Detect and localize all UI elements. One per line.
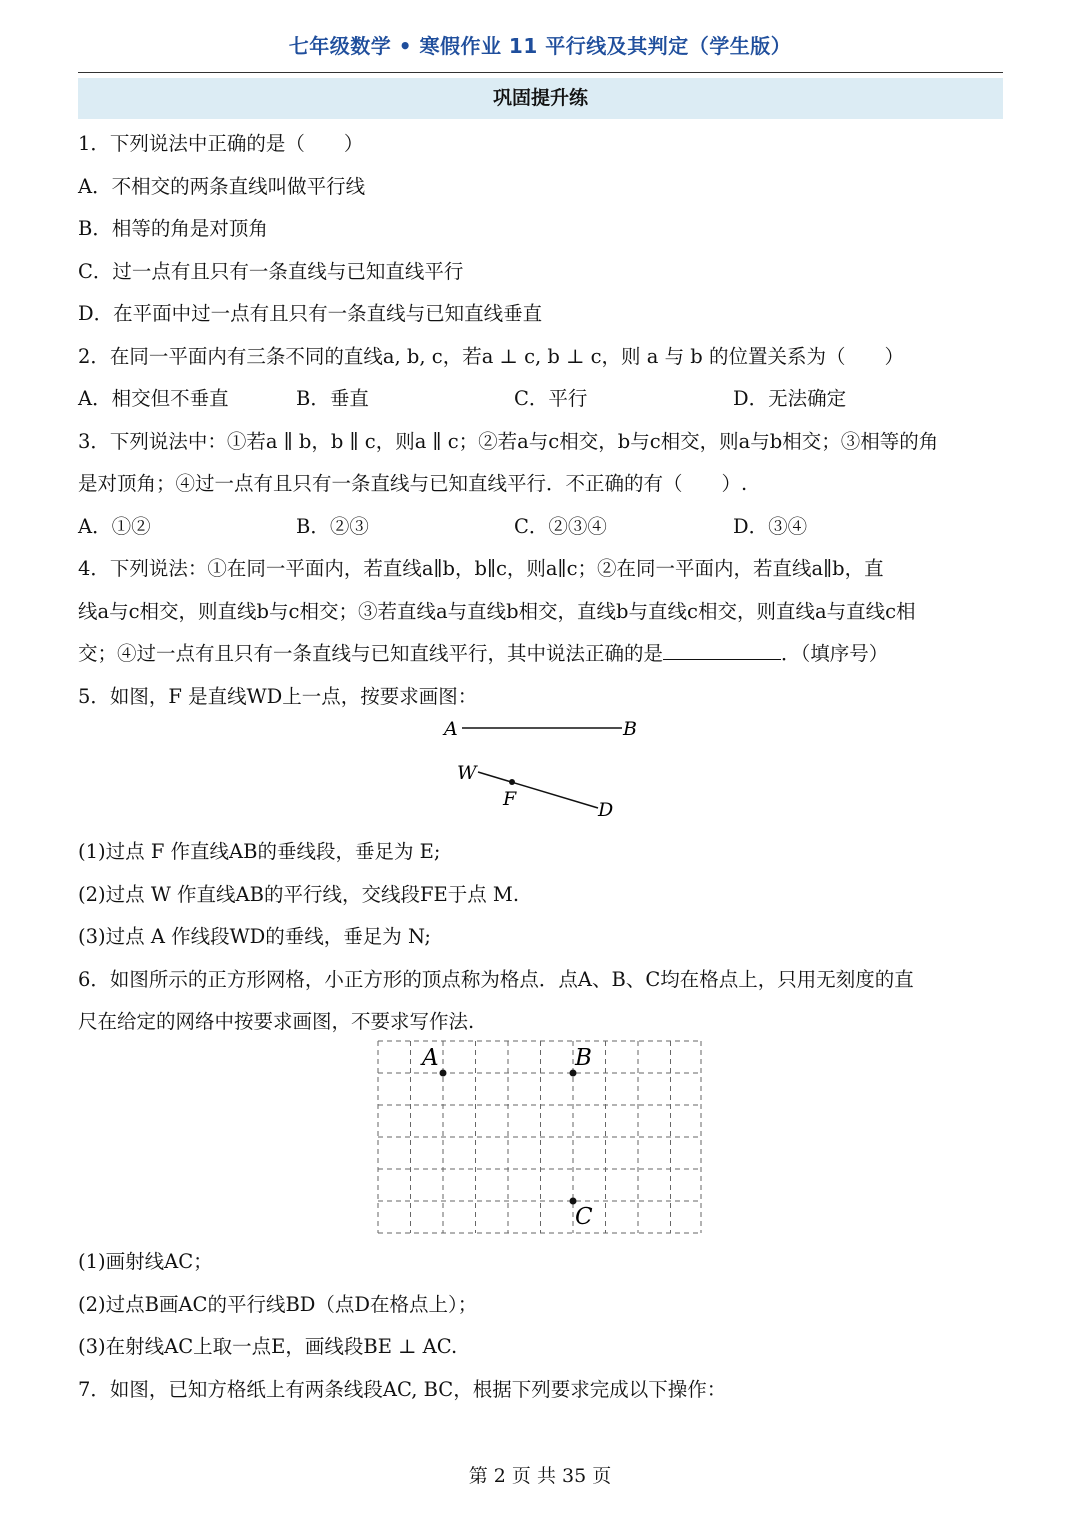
q4-line-1: 4．下列说法：①在同一平面内，若直线a∥b，b∥c，则a∥c；②在同一平面内，若直线a∥b，直 bbox=[78, 557, 884, 580]
q6-step-2: (2)过点B画AC的平行线BD（点D在格点上）； bbox=[78, 1293, 478, 1316]
q2-option-d: D．无法确定 bbox=[733, 387, 847, 410]
q4-answer-blank[interactable] bbox=[663, 641, 781, 660]
q2-stem: 2．在同一平面内有三条不同的直线a, b, c，若a ⊥ c, b ⊥ c，则 a 与 b 的位置关系为（ ） bbox=[78, 345, 904, 368]
q3-line-1: 3．下列说法中：①若a ∥ b，b ∥ c，则a ∥ c；②若a与c相交，b与c相交，则a与b相交；③相等的角 bbox=[78, 430, 939, 453]
label-a: A bbox=[444, 718, 458, 740]
label-f: F bbox=[503, 788, 517, 810]
page-number-footer: 第 2 页 共 35 页 bbox=[468, 1465, 612, 1487]
grid-label-c: C bbox=[575, 1204, 593, 1230]
q6-step-1: (1)画射线AC； bbox=[78, 1250, 213, 1273]
grid-label-a: A bbox=[422, 1045, 439, 1071]
line-wd bbox=[478, 772, 598, 808]
q6-line-1: 6．如图所示的正方形网格，小正方形的顶点称为格点．点A、B、C均在格点上，只用无刻度的直 bbox=[78, 968, 914, 991]
q1-stem: 1．下列说法中正确的是（ ） bbox=[78, 132, 364, 155]
q1-option-c: C．过一点有且只有一条直线与已知直线平行 bbox=[78, 260, 464, 283]
q2-option-a: A．相交但不垂直 bbox=[78, 387, 229, 410]
q4-line-3 bbox=[78, 638, 888, 666]
q5-step-2: (2)过点 W 作直线AB的平行线，交线段FE于点 M. bbox=[78, 883, 520, 906]
q1-option-d: D．在平面中过一点有且只有一条直线与已知直线垂直 bbox=[78, 302, 543, 325]
q2-option-b: B．垂直 bbox=[296, 387, 369, 410]
q1-option-a: A．不相交的两条直线叫做平行线 bbox=[78, 175, 366, 198]
q6-line-2: 尺在给定的网络中按要求画图，不要求写作法. bbox=[78, 1010, 475, 1033]
q6-step-3: (3)在射线AC上取一点E，画线段BE ⊥ AC. bbox=[78, 1335, 458, 1358]
page-header-title: 七年级数学 • 寒假作业 11 平行线及其判定（学生版） bbox=[288, 34, 792, 58]
q3-option-d: D．③④ bbox=[733, 515, 808, 538]
point-f bbox=[509, 779, 515, 785]
q4-line-3-tail: ．（填序号） bbox=[781, 642, 889, 665]
label-b: B bbox=[623, 718, 637, 740]
grid-point-a bbox=[440, 1070, 447, 1077]
q7-stem: 7．如图，已知方格纸上有两条线段AC, BC，根据下列要求完成以下操作： bbox=[78, 1378, 727, 1401]
q1-option-b: B．相等的角是对顶角 bbox=[78, 217, 268, 240]
q4-line-3-text: 交；④过一点有且只有一条直线与已知直线平行，其中说法正确的是 bbox=[78, 642, 664, 665]
q3-option-b: B．②③ bbox=[296, 515, 369, 538]
q5-stem: 5．如图，F 是直线WD上一点，按要求画图： bbox=[78, 685, 478, 708]
grid-label-b: B bbox=[575, 1045, 592, 1071]
q3-option-c: C．②③④ bbox=[514, 515, 607, 538]
q4-line-2: 线a与c相交，则直线b与c相交；③若直线a与直线b相交，直线b与直线c相交，则直线a与直线c相 bbox=[78, 600, 916, 623]
q3-option-a: A．①② bbox=[78, 515, 151, 538]
q3-line-2: 是对顶角；④过一点有且只有一条直线与已知直线平行．不正确的有（ ）. bbox=[78, 472, 748, 495]
q5-figure bbox=[430, 712, 650, 824]
label-w: W bbox=[457, 762, 477, 784]
q6-grid-figure bbox=[376, 1038, 704, 1236]
label-d: D bbox=[598, 799, 614, 821]
q2-option-c: C．平行 bbox=[514, 387, 588, 410]
q5-step-3: (3)过点 A 作线段WD的垂线，垂足为 N; bbox=[78, 925, 431, 948]
header-rule bbox=[78, 72, 1003, 73]
q5-step-1: (1)过点 F 作直线AB的垂线段，垂足为 E; bbox=[78, 840, 441, 863]
section-title: 巩固提升练 bbox=[78, 78, 1003, 119]
